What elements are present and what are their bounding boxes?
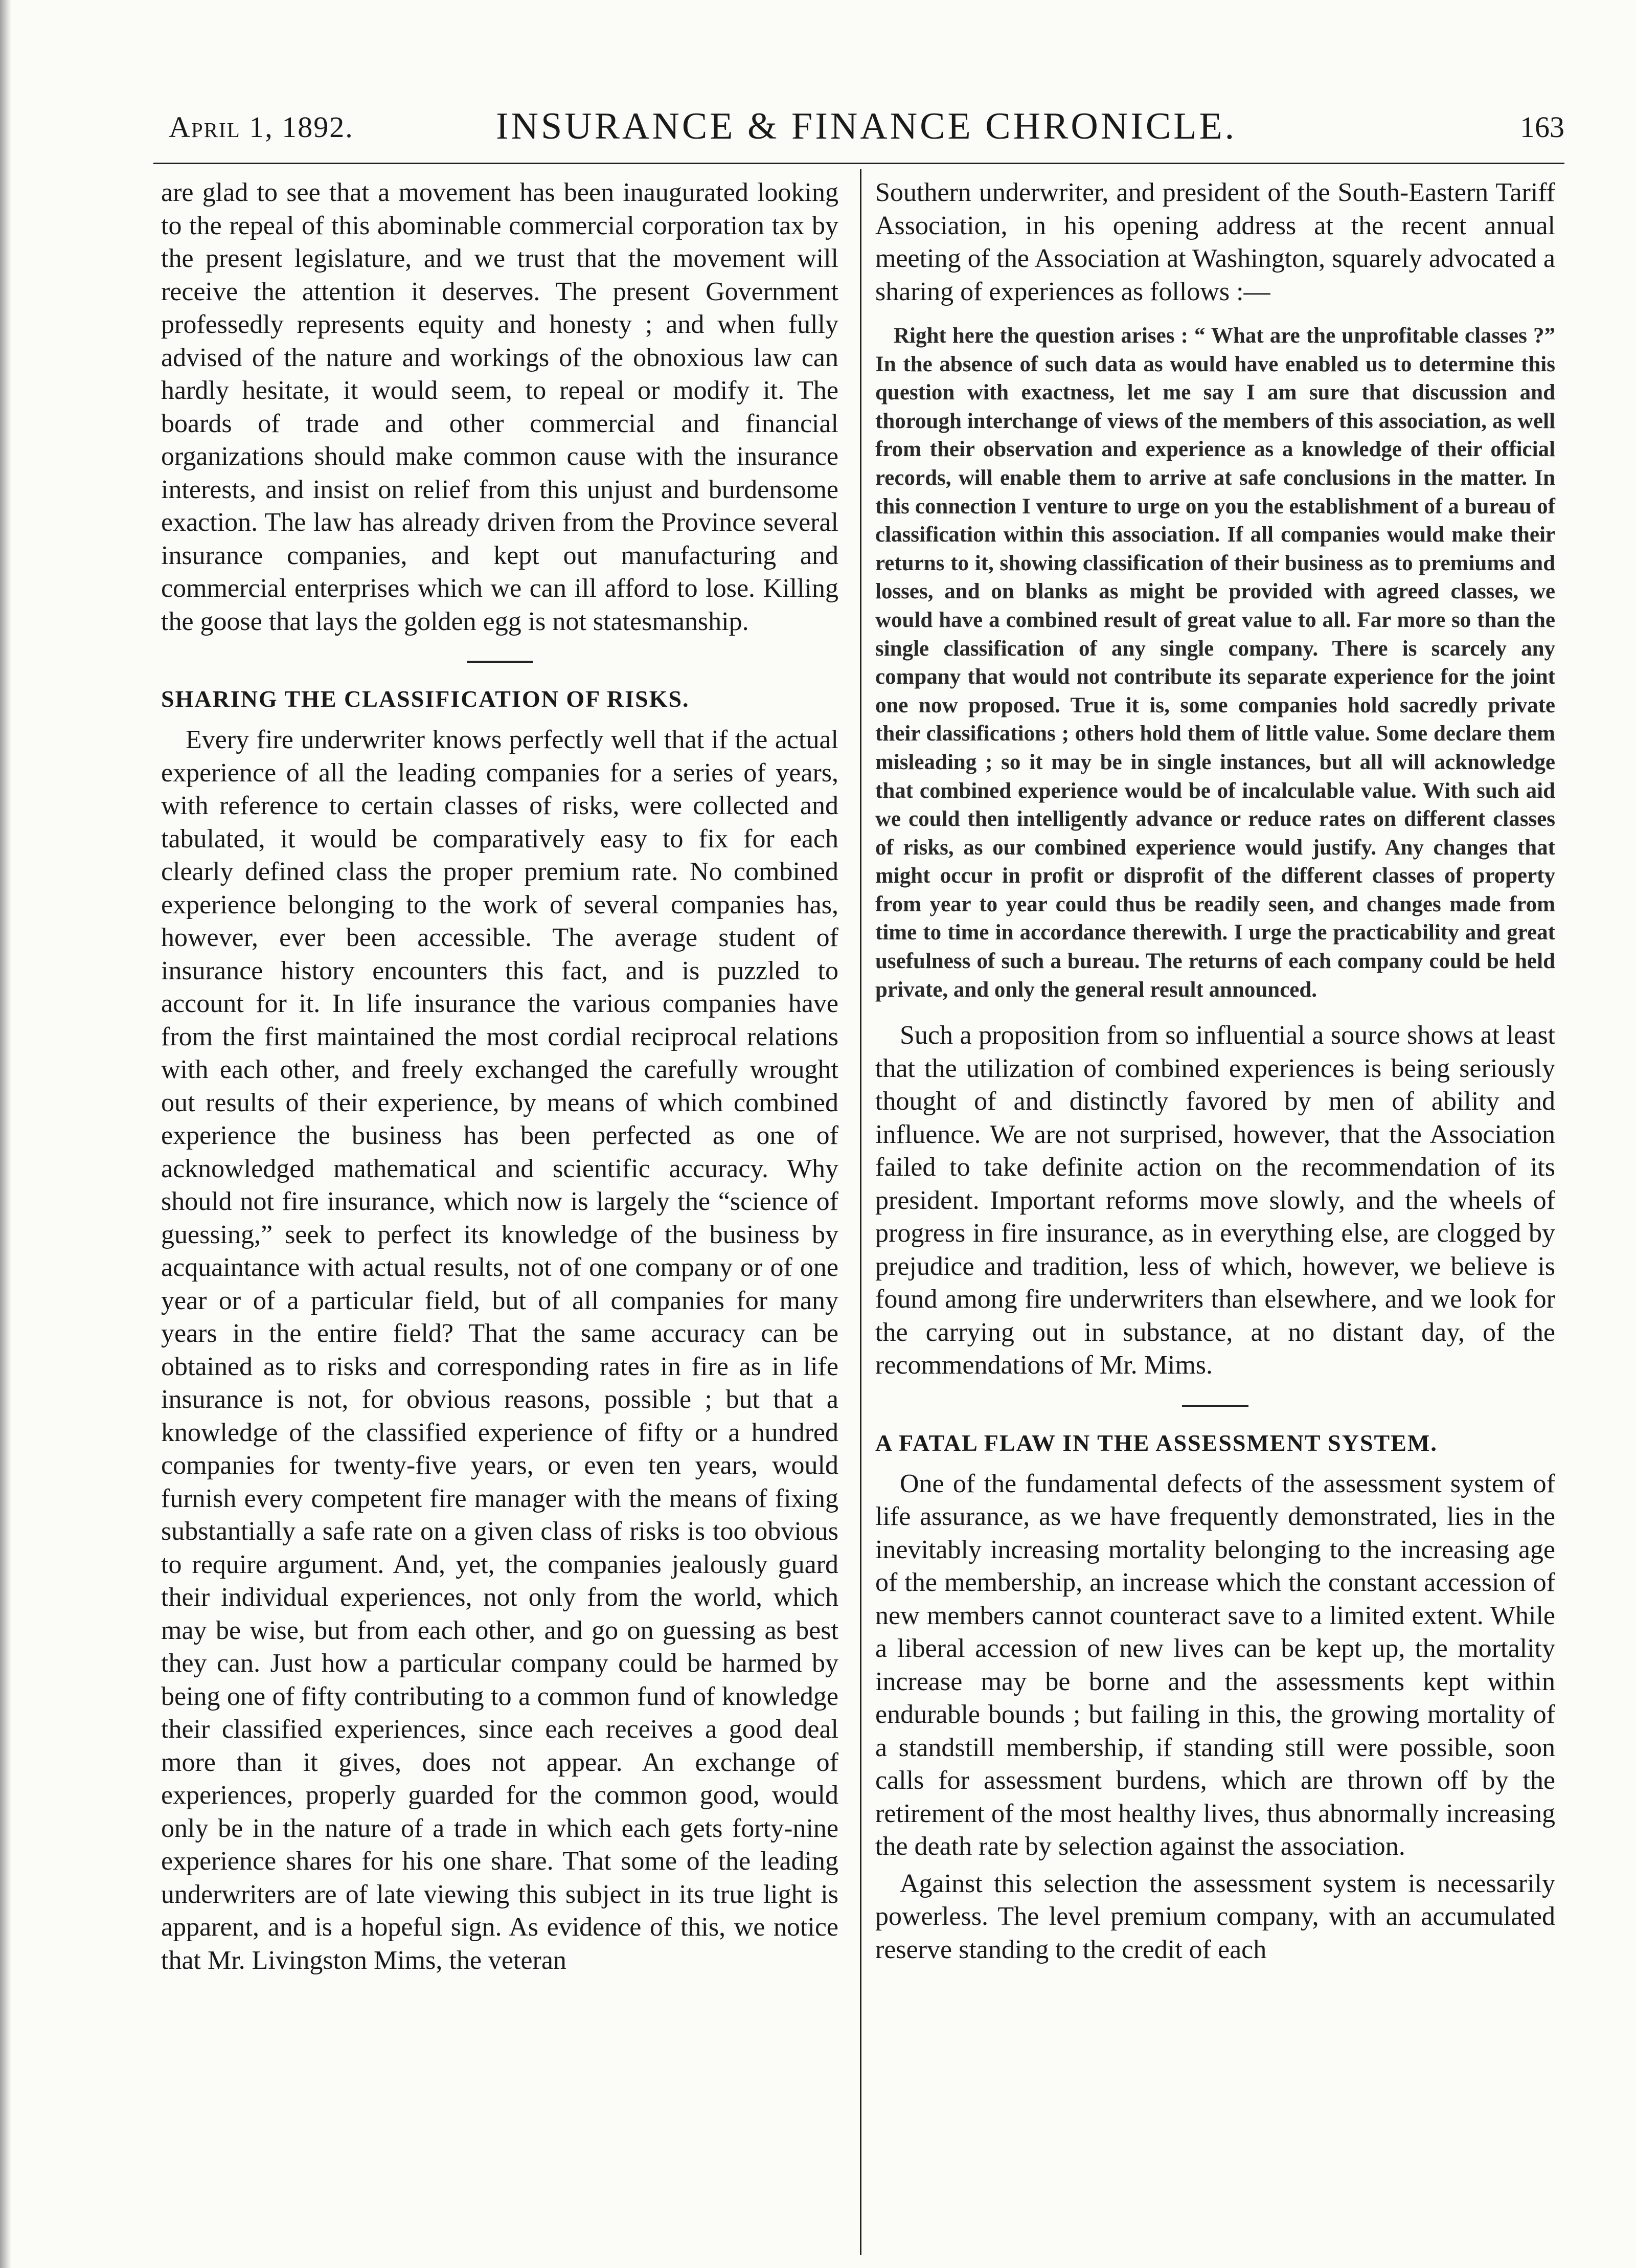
left-column [161,176,838,1977]
publication-title: INSURANCE & FINANCE CHRONICLE. [496,105,1237,147]
right-column [875,176,1555,1966]
column-divider [860,169,861,2255]
issue-date: April 1, 1892. [169,110,354,144]
article-paragraph-sharing: Every fire underwriter knows perfectly well that if the actual experience of all the leading companies for a series of years, with reference to certain classes of risks, were collected and tabulated, it would be comparatively easy to fix for each clearly defined class the proper premium rate. No combined experience belonging to the work of several companies has, however, ever been accessible. The average student of insurance history encounters this fact, and is puzzled to account for it. In life insurance the various companies have from the first maintained the most cordial reciprocal relations with each other, and freely exchanged the carefully wrought out results of their experience, by means of which combined experience the business has been perfected as one of acknowledged mathematical and scientific accuracy. Why should not fire insurance, which now is largely the “science of guessing,” seek to perfect its knowledge of the business by acquaintance with actual results, not of one company or of one year or of a particular field, but of all companies for many years in the entire field? That the same accuracy can be obtained as to risks and corresponding rates in fire as in life insurance is not, for obvious reasons, possible ; but that a knowledge of the classified experience of fifty or a hundred companies for twenty-five years, or even ten years, would furnish every competent fire manager with the means of fixing substantially a safe rate on a given class of risks is too obvious to require argument. And, yet, the companies jealously guard their individual experiences, not only from the world, which may be wise, but from each other, and go on guessing as best they can. Just how a particular company could be harmed by being one of fifty contributing to a common fund of knowledge their classified experiences, since each receives a good deal more than it gives, does not appear. An exchange of experiences, properly guarded for the common good, would only be in the nature of a trade in which each gets forty-nine experience shares for his one share. That some of the leading underwriters are of late viewing this subject in its true light is apparent, and is a hopeful sign. As evidence of this, we notice that Mr. Livingston Mims, the veteran [161,725,838,1975]
article-paragraph-fatal-flaw-1: One of the fundamental defects of the assessment system of life assurance, as we have frequently demonstrated, lies in the inevitably increasing mortality belonging to the increasing age of the membership, an increase which the constant accession of new members cannot counteract save to a limited extent. While a liberal accession of new lives can be kept up, the mortality increase may be borne and the assessments kept within endurable bounds ; but failing in this, the growing mortality of a standstill membership, if standing still were possible, soon calls for assessment burdens, which are thrown off by the retirement of the most healthy lives, thus abnormally increasing the death rate by selection against the association. [875,1469,1555,1861]
article-heading-fatal-flaw: A FATAL FLAW IN THE ASSESSMENT SYSTEM. [875,1429,1438,1456]
page-number: 163 [1520,110,1564,144]
page-header [169,105,1564,151]
section-divider [1182,1405,1248,1407]
article-paragraph-fatal-flaw-2: Against this selection the assessment system is necessarily powerless. The level premium company, with an accumulated reserve standing to the credit of each [875,1869,1555,1964]
intro-paragraph: are glad to see that a movement has been inaugurated looking to the repeal of this abominable commercial corporation tax by the present legislature, and we trust that the movement will receive the attention it deserves. The present Government professedly represents equity and honesty ; and when fully advised of the nature and workings of the obnoxious law can hardly hesitate, it would seem, to repeal or modify it. The boards of trade and other commercial and financial organizations should make common cause with the insurance interests, and insist on relief from this unjust and burdensome exaction. The law has already driven from the Province several insurance companies, and kept out manufacturing and commercial enterprises which we can ill afford to lose. Killing the goose that lays the golden egg is not statesmanship. [161,178,838,636]
quoted-address: Right here the question arises : “ What are the unprofitable classes ?” In the absence of such data as would have enabled us to determine this question with exactness, let me say I am sure that discussion and thorough interchange of views of the members of this association, as well from their observation and experience as a knowledge of their official records, will enable them to arrive at safe conclusions in the matter. In this connection I venture to urge on you the establishment of a bureau of classification within this association. If all companies would make their returns to it, showing classification of their business as to premiums and losses, and on blanks as might be provided with agreed classes, we would have a combined result of great value to all. Far more so than the single classification of any single company. There is scarcely any company that would not contribute its separate experience for the joint one now proposed. True it is, some companies hold sacredly private their classifications ; others hold them of little value. Some declare them misleading ; so it may be in single instances, but all will acknowledge that combined experience would be of incalculable value. With such aid we could then intelligently advance or reduce rates on different classes of risks, as our combined experience would justify. Any changes that might occur in profit or disprofit of the different classes of property from year to year could thus be readily seen, and changes made from time to time in accordance therewith. I urge the practicability and great usefulness of such a bureau. The returns of each company could be held private, and only the general result announced. [875,324,1555,1002]
article-heading-sharing: SHARING THE CLASSIFICATION OF RISKS. [161,686,690,712]
header-rule [153,163,1564,164]
section-divider [467,661,533,663]
scan-edge-shadow [0,0,11,2268]
continuation-paragraph: Southern underwriter, and president of the South-Eastern Tariff Association, in his opening address at the recent annual meeting of the Association at Washington, squarely advocated a sharing of experiences as follows :— [875,178,1555,306]
comment-paragraph: Such a proposition from so influential a source shows at least that the utilization of combined experiences is being seriously thought of and distinctly favored by men of ability and influence. We are not surprised, however, that the Association failed to take definite action on the recommendation of its president. Important reforms move slowly, and the wheels of progress in fire insurance, as in everything else, are clogged by prejudice and tradition, less of which, however, we believe is found among fire underwriters than elsewhere, and we look for the carrying out in substance, at no distant day, of the recommendations of Mr. Mims. [875,1021,1555,1380]
